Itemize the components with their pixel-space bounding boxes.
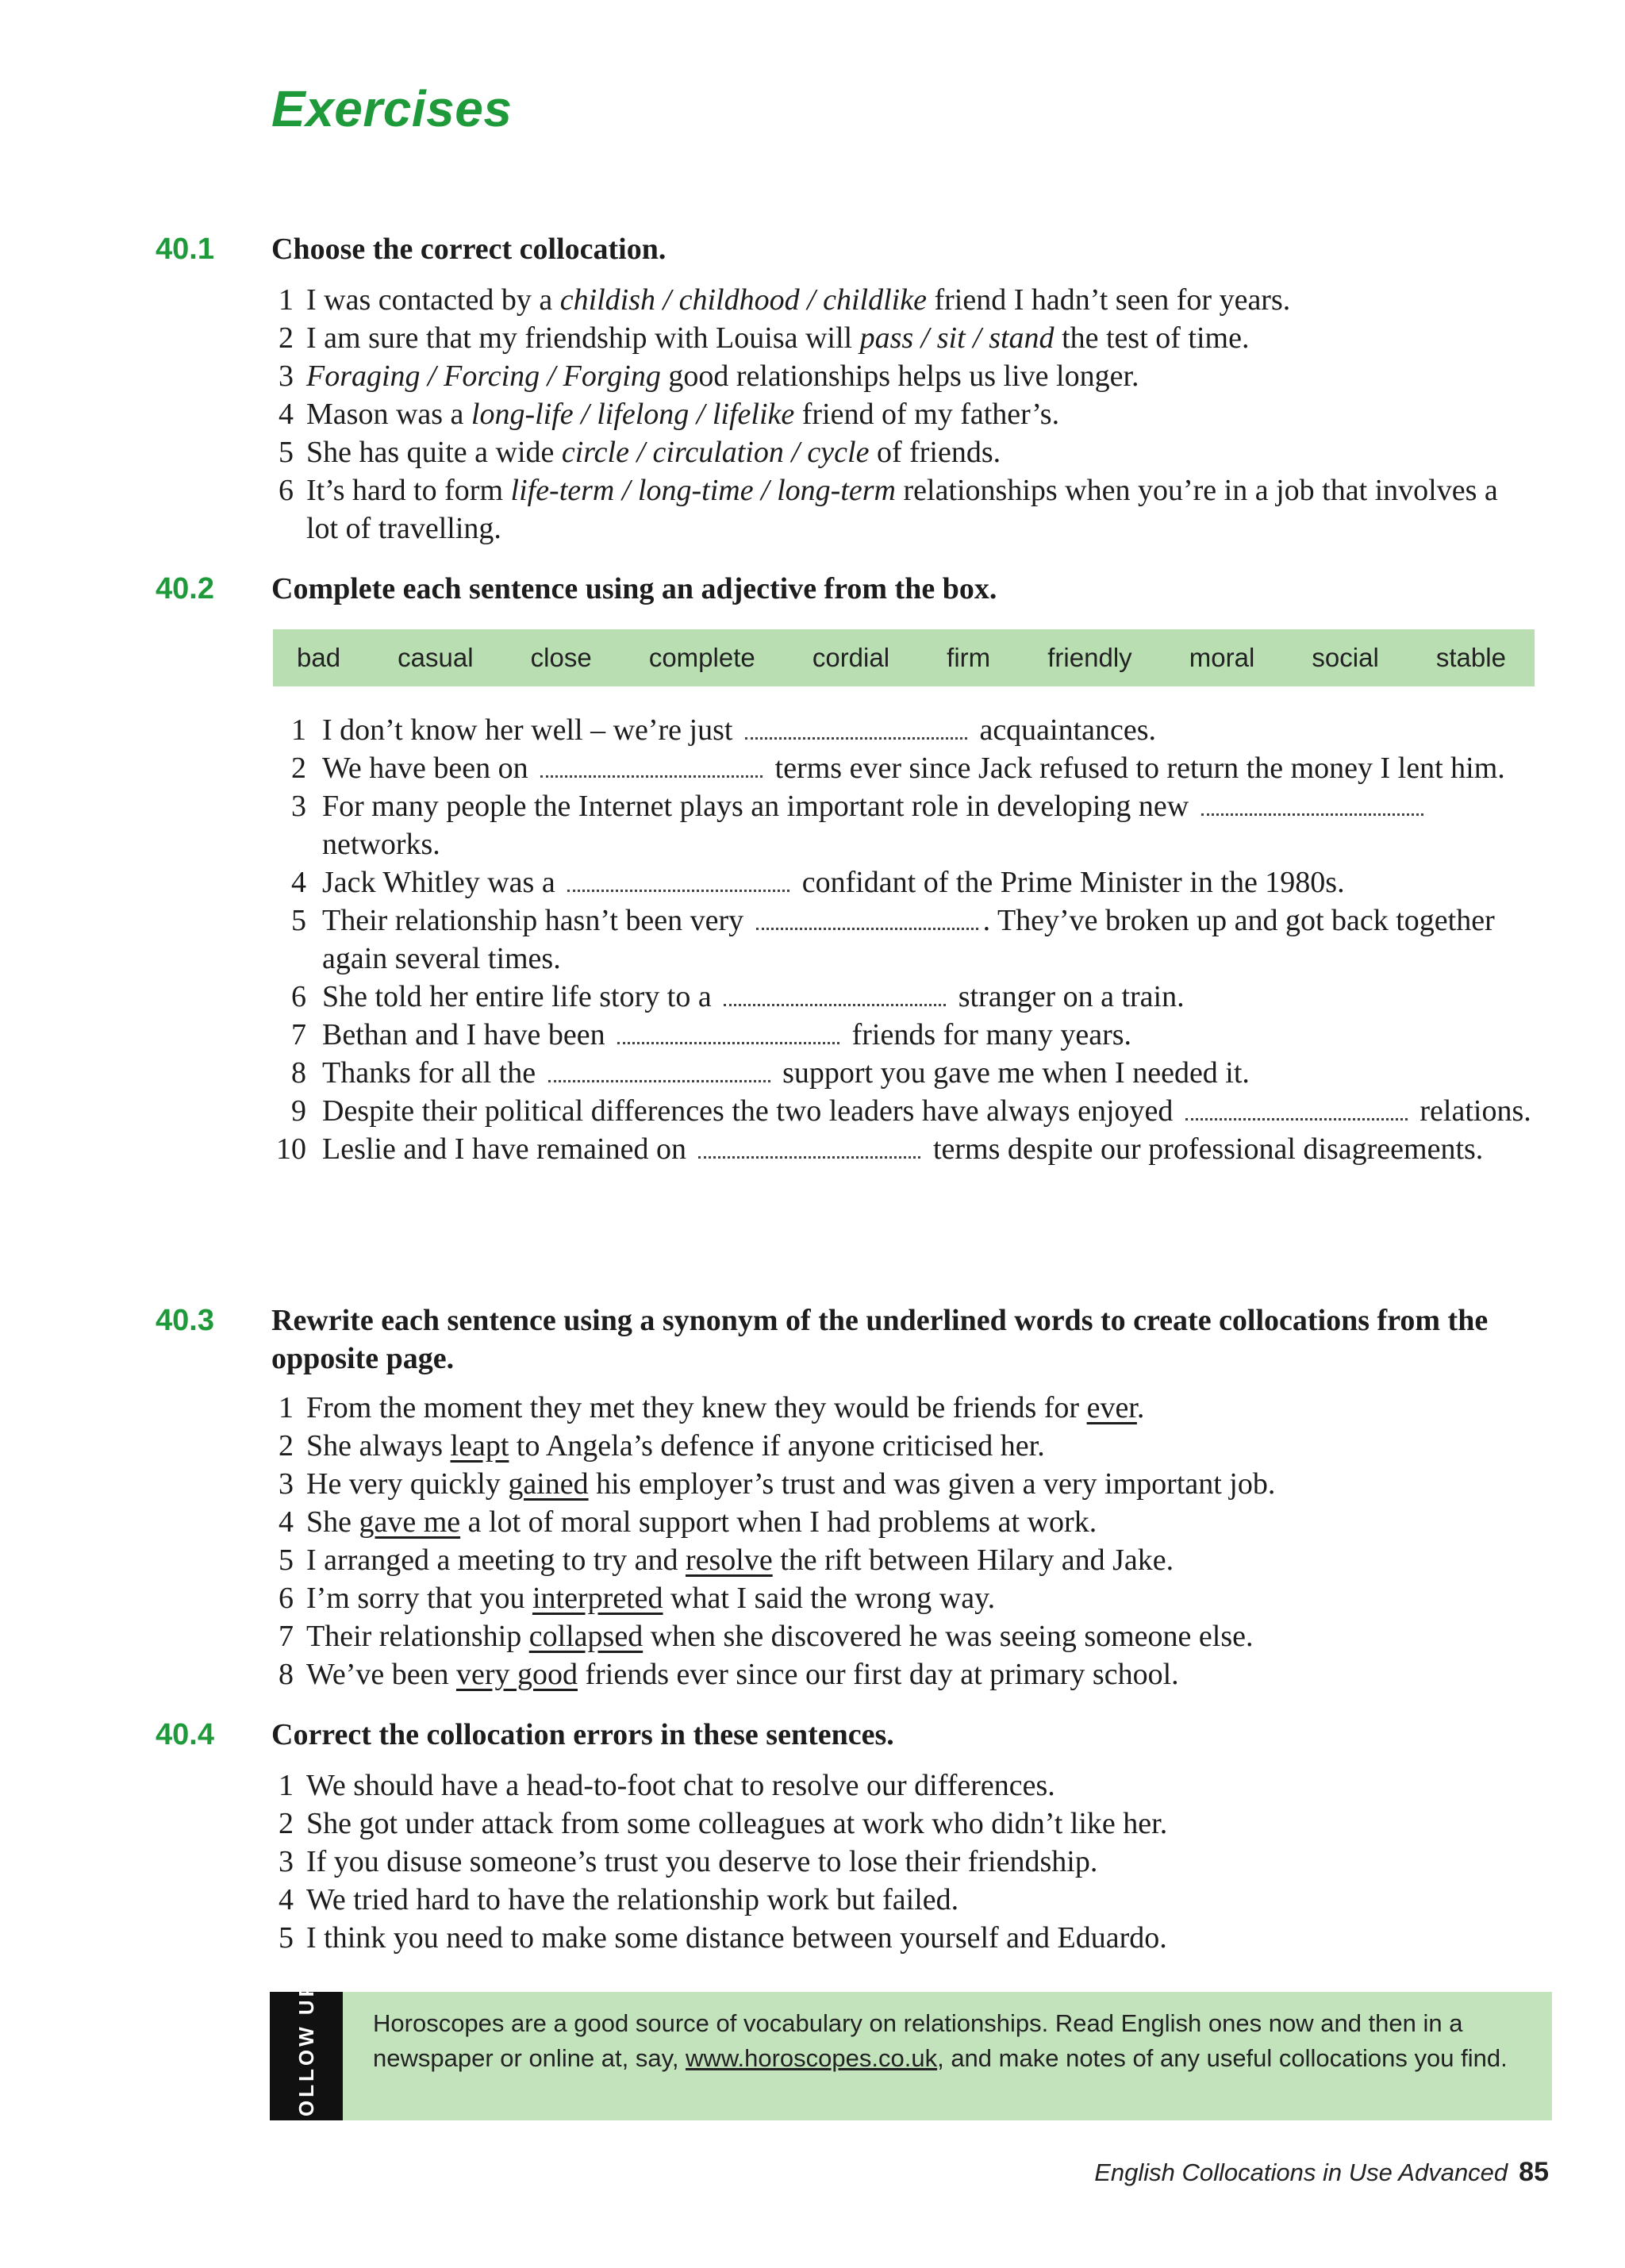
exercise-number: 40.4 — [156, 1718, 214, 1751]
sentence-text: Mason was a — [306, 398, 471, 431]
sentence-text: friends for many years. — [844, 1018, 1132, 1051]
exercise-item — [271, 1016, 1549, 1054]
exercise-number: 40.2 — [156, 572, 214, 605]
box-word: friendly — [1047, 643, 1132, 672]
item-number: 1 — [291, 713, 306, 747]
follow-up-text-end: , and make notes of any useful collocations you find. — [937, 2044, 1508, 2072]
exercise-item — [271, 1389, 1525, 1427]
exercise-item — [271, 471, 1525, 548]
box-word: social — [1312, 643, 1379, 672]
sentence-text: the test of time. — [1054, 321, 1250, 355]
sentence-text: of friends. — [869, 436, 1001, 469]
sentence-text: For many people the Internet plays an important role in developing new — [322, 790, 1197, 823]
answer-blank — [548, 1056, 770, 1082]
sentence-text: . — [1136, 1391, 1145, 1424]
exercise-instruction: Choose the correct collocation. — [271, 233, 667, 266]
exercise-item — [271, 1843, 1525, 1881]
item-list — [271, 1389, 1525, 1693]
sentence-text: his employer’s trust and was given a very important job. — [588, 1467, 1276, 1501]
box-word: firm — [947, 643, 991, 672]
exercise-item — [271, 711, 1549, 749]
sentence-text: She got under attack from some colleagues at work who didn’t like her. — [306, 1807, 1168, 1840]
exercise-instruction: Complete each sentence using an adjective from the box. — [271, 572, 997, 605]
item-number: 2 — [279, 1807, 294, 1840]
option-choices: childish / childhood / childlike — [559, 283, 927, 317]
exercise-item — [271, 1427, 1525, 1465]
sentence-text: I think you need to make some distance between yourself and Eduardo. — [306, 1921, 1167, 1955]
answer-blank — [567, 866, 789, 892]
sentence-text: . They’ve broken up and got back together again several times. — [322, 904, 1495, 975]
answer-blank — [698, 1132, 920, 1159]
item-list — [271, 281, 1525, 548]
sentence-text: I was contacted by a — [306, 283, 560, 317]
sentence-text: Jack Whitley was a — [322, 866, 563, 899]
option-choices: life-term / long-time / long-term — [510, 474, 896, 507]
sentence-text: We’ve been — [306, 1658, 456, 1691]
exercise-instruction: Correct the collocation errors in these sentences. — [271, 1718, 894, 1751]
item-list — [271, 1766, 1525, 1957]
item-number: 7 — [291, 1018, 306, 1051]
sentence-text: If you disuse someone’s trust you deserve to lose their friendship. — [306, 1845, 1098, 1878]
item-number: 3 — [279, 359, 294, 393]
item-number: 1 — [279, 1769, 294, 1802]
sentence-text: Their relationship — [306, 1620, 529, 1653]
item-number: 6 — [279, 1582, 294, 1615]
sentence-text: We tried hard to have the relationship work but failed. — [306, 1883, 959, 1916]
item-number: 4 — [279, 398, 294, 431]
page-title: Exercises — [271, 80, 513, 137]
answer-blank — [1185, 1094, 1408, 1121]
exercise-item — [271, 1617, 1525, 1655]
sentence-text: friend I hadn’t seen for years. — [926, 283, 1291, 317]
exercise-item — [271, 357, 1525, 395]
sentence-text: relationships when you’re in a job that involves a lot of travelling. — [306, 474, 1498, 545]
book-title: English Collocations in Use Advanced — [1094, 2158, 1508, 2186]
exercise-item — [271, 901, 1549, 978]
underlined-word: gave me — [359, 1505, 461, 1539]
option-choices: pass / sit / stand — [859, 321, 1055, 355]
item-number: 2 — [279, 1429, 294, 1463]
sentence-text: Leslie and I have remained on — [322, 1132, 694, 1166]
sentence-text: the rift between Hilary and Jake. — [772, 1543, 1174, 1577]
exercise-item — [271, 1503, 1525, 1541]
item-number: 6 — [279, 474, 294, 507]
sentence-text: what I said the wrong way. — [663, 1582, 996, 1615]
box-word: moral — [1189, 643, 1255, 672]
sentence-text: Despite their political differences the two leaders have always enjoyed — [322, 1094, 1181, 1128]
follow-up-box — [270, 1980, 1552, 2132]
item-number: 7 — [279, 1620, 294, 1653]
answer-blank — [745, 713, 967, 740]
follow-up-label: FOLLOW UP — [294, 1980, 318, 2132]
box-word: complete — [648, 643, 755, 672]
exercise-item — [271, 1805, 1525, 1843]
sentence-text: Their relationship hasn’t been very — [322, 904, 751, 937]
adjective-box — [273, 629, 1535, 686]
sentence-text: acquaintances. — [971, 713, 1157, 747]
item-number: 5 — [279, 1543, 294, 1577]
item-number: 1 — [279, 283, 294, 317]
exercise-item — [271, 749, 1549, 787]
item-list — [271, 711, 1549, 1168]
sentence-text: support you gave me when I needed it. — [774, 1056, 1250, 1090]
sentence-text: She — [306, 1505, 359, 1539]
item-number: 6 — [291, 980, 306, 1013]
answer-blank — [756, 904, 978, 930]
item-number: 10 — [276, 1132, 306, 1166]
box-word: close — [530, 643, 592, 672]
sentence-text: friends ever since our first day at primary school. — [577, 1658, 1179, 1691]
box-word: cordial — [812, 643, 890, 672]
option-choices: circle / circulation / cycle — [561, 436, 870, 469]
sentence-text: I am sure that my friendship with Louisa will — [306, 321, 860, 355]
exercise-item — [271, 1465, 1525, 1503]
exercise-item — [271, 1092, 1549, 1130]
exercise-item — [271, 281, 1525, 319]
sentence-text: He very quickly — [306, 1467, 509, 1501]
item-number: 4 — [279, 1883, 294, 1916]
exercise-item — [271, 319, 1525, 357]
exercise-item — [271, 1054, 1549, 1092]
exercise-item — [271, 1766, 1525, 1805]
item-number: 2 — [279, 321, 294, 355]
box-word: casual — [398, 643, 474, 672]
exercise-instruction: Rewrite each sentence using a synonym of the underlined words to create collocations from the opposite page. — [271, 1304, 1489, 1375]
underlined-word: resolve — [685, 1543, 773, 1577]
underlined-word: ever — [1086, 1391, 1137, 1424]
item-number: 8 — [291, 1056, 306, 1090]
sentence-text: I don’t know her well – we’re just — [322, 713, 740, 747]
underlined-word: collapsed — [528, 1620, 643, 1653]
sentence-text: terms ever since Jack refused to return the money I lent him. — [767, 752, 1505, 785]
sentence-text: confidant of the Prime Minister in the 1980s. — [794, 866, 1345, 899]
exercise-item — [271, 1881, 1525, 1919]
sentence-text: She always — [306, 1429, 451, 1463]
item-number: 4 — [279, 1505, 294, 1539]
item-number: 5 — [279, 1921, 294, 1955]
exercise-item — [271, 978, 1549, 1016]
underlined-word: interpreted — [532, 1582, 663, 1615]
sentence-text: terms despite our professional disagreements. — [925, 1132, 1484, 1166]
box-word: stable — [1435, 643, 1506, 672]
sentence-text: when she discovered he was seeing someone else. — [643, 1620, 1254, 1653]
sentence-text: We have been on — [322, 752, 536, 785]
item-number: 3 — [279, 1845, 294, 1878]
item-number: 8 — [279, 1658, 294, 1691]
follow-up-text — [343, 1992, 1552, 2120]
answer-blank — [724, 980, 946, 1006]
item-number: 3 — [279, 1467, 294, 1501]
option-choices: Foraging / Forcing / Forging — [306, 359, 661, 393]
answer-blank — [1201, 790, 1423, 816]
option-choices: long-life / lifelong / lifelike — [471, 398, 795, 431]
sentence-text: networks. — [322, 828, 440, 861]
page-footer — [1094, 2157, 1549, 2188]
sentence-text: I arranged a meeting to try and — [306, 1543, 686, 1577]
exercise-item — [271, 787, 1549, 863]
item-number: 9 — [291, 1094, 306, 1128]
exercise-item — [271, 863, 1549, 901]
sentence-text: good relationships helps us live longer. — [660, 359, 1139, 393]
sentence-text: Bethan and I have been — [322, 1018, 613, 1051]
exercise-item — [271, 433, 1525, 471]
answer-blank — [617, 1018, 839, 1044]
sentence-text: relations. — [1412, 1094, 1531, 1128]
exercise-item — [271, 1579, 1525, 1617]
underlined-word: gained — [508, 1467, 589, 1501]
follow-up-text-start: Horoscopes are a good source of vocabulary on relationships. Read English ones now and then in a newspaper or online at, say, — [373, 2009, 1463, 2072]
sentence-text: She has quite a wide — [306, 436, 562, 469]
exercise-item — [271, 1655, 1525, 1693]
sentence-text: It’s hard to form — [306, 474, 511, 507]
item-number: 3 — [291, 790, 306, 823]
sentence-text: Thanks for all the — [322, 1056, 544, 1090]
sentence-text: From the moment they met they knew they would be friends for — [306, 1391, 1087, 1424]
answer-blank — [540, 752, 763, 778]
sentence-text: She told her entire life story to a — [322, 980, 720, 1013]
underlined-word: very good — [455, 1658, 578, 1691]
sentence-text: I’m sorry that you — [306, 1582, 532, 1615]
item-number: 5 — [279, 436, 294, 469]
item-number: 2 — [291, 752, 306, 785]
sentence-text: friend of my father’s. — [794, 398, 1060, 431]
item-number: 4 — [291, 866, 306, 899]
exercise-item — [271, 395, 1525, 433]
box-word: bad — [297, 643, 341, 672]
sentence-text: to Angela’s defence if anyone criticised her. — [509, 1429, 1045, 1463]
exercise-item — [271, 1130, 1549, 1168]
exercise-item — [271, 1919, 1525, 1957]
sentence-text: We should have a head-to-foot chat to resolve our differences. — [306, 1769, 1055, 1802]
page-number: 85 — [1519, 2157, 1549, 2187]
sentence-text: stranger on a train. — [951, 980, 1185, 1013]
item-number: 1 — [279, 1391, 294, 1424]
horoscopes-link[interactable]: www.horoscopes.co.uk — [686, 2044, 938, 2072]
sentence-text: a lot of moral support when I had problems at work. — [460, 1505, 1097, 1539]
item-number: 5 — [291, 904, 306, 937]
underlined-word: leapt — [450, 1429, 509, 1463]
exercise-number: 40.1 — [156, 233, 214, 266]
exercise-item — [271, 1541, 1525, 1579]
follow-up-tab — [270, 1980, 343, 2132]
exercise-number: 40.3 — [156, 1304, 214, 1337]
